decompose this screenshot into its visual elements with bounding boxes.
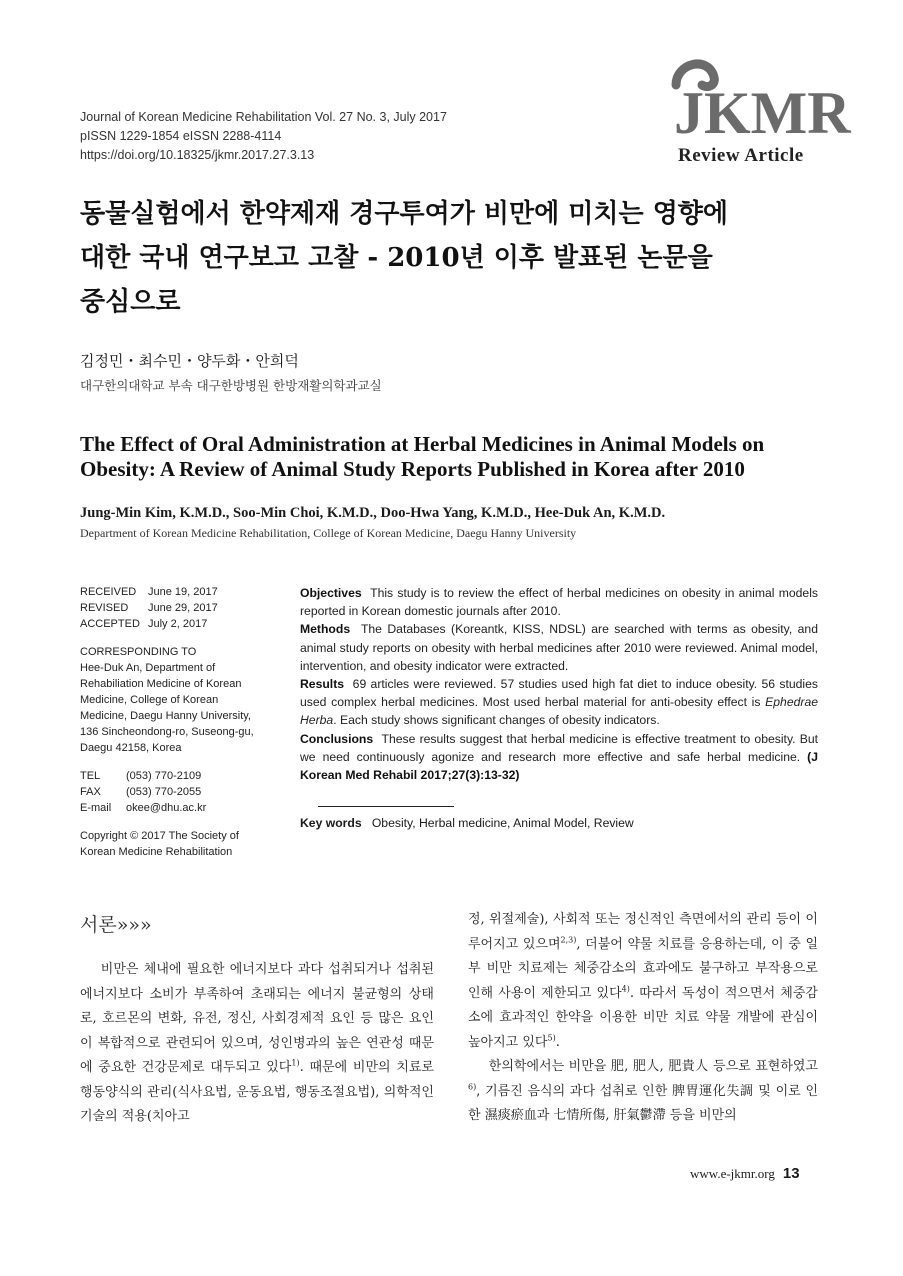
english-authors: Jung-Min Kim, K.M.D., Soo-Min Choi, K.M.D., Doo-Hwa Yang, K.M.D., Hee-Duk An, K.M.D. <box>80 505 666 521</box>
accepted-label: ACCEPTED <box>80 618 140 630</box>
abstract <box>300 584 818 784</box>
keywords <box>300 816 634 830</box>
received-date: June 19, 2017 <box>148 586 218 598</box>
copyright <box>80 828 280 860</box>
citation-ref[interactable]: 2,3) <box>560 935 577 945</box>
revised-date: June 29, 2017 <box>148 602 218 614</box>
address-line: Medicine, College of Korean <box>80 694 219 706</box>
paragraph-text: 한의학에서는 비만을 肥, 肥人, 肥貴人 등으로 표현하였고 <box>488 1059 818 1074</box>
citation-ref[interactable]: 4) <box>621 984 630 994</box>
keywords-text: Obesity, Herbal medicine, Animal Model, Review <box>371 816 634 830</box>
email-link[interactable]: okee@dhu.ac.kr <box>126 802 207 814</box>
copyright-line: Korean Medicine Rehabilitation <box>80 846 233 858</box>
tel-label: TEL <box>80 770 101 782</box>
corresponding-address <box>80 660 280 756</box>
journal-logo <box>668 55 851 175</box>
citation-ref[interactable]: 1) <box>291 1058 300 1068</box>
english-title <box>80 432 840 482</box>
abstract-objectives <box>300 584 818 620</box>
paragraph-text: 비만은 체내에 필요한 에너지보다 과다 섭취되거나 섭취된 에너지보다 소비가 부족하여 초래되는 에너지 불균형의 상태로, 호르몬의 변화, 유전, 정신, 사회경제적 요인 등 많은 요인이 복합적으로 관련되어 있으며, 성인병과의 높은 연관성 때문에 중요한 건강문제로 대두되고 있다 <box>80 962 434 1075</box>
fax-label: FAX <box>80 786 101 798</box>
address-line: Hee-Duk An, Department of <box>80 662 216 674</box>
body-column-right <box>468 908 818 1129</box>
paragraph-text: . 때문에 비만의 치료로 행동양식의 관리(식사요법, 운동요법, 행동조절요법), 의학적인 기술의 적용(치아고 <box>80 1060 434 1124</box>
abstract-methods <box>300 620 818 675</box>
tel-value: (053) 770-2109 <box>126 770 202 782</box>
conclusions-text: These results suggest that herbal medicine is effective treatment to obesity. But we need continuously agonize and research more effective and safe herbal medicine. <box>300 731 818 764</box>
keywords-label: Key words <box>300 816 362 830</box>
journal-meta <box>80 108 447 165</box>
korean-authors: 김정민・최수민・양두화・안희덕 <box>80 352 299 370</box>
korean-title <box>80 192 840 324</box>
article-type: Review Article <box>678 145 804 166</box>
address-line: Rehabiliation Medicine of Korean <box>80 678 242 690</box>
paragraph <box>468 1055 818 1129</box>
doi-link[interactable]: https://doi.org/10.18325/jkmr.2017.27.3.13 <box>80 148 315 162</box>
korean-title-line: 대한 국내 연구보고 고찰 - 2010년 이후 발표된 논문을 <box>80 243 713 273</box>
citation-ref[interactable]: 5) <box>547 1033 556 1043</box>
conclusions-label: Conclusions <box>300 731 374 746</box>
citation: (J Korean Med Rehabil 2017;27(3):13-32) <box>300 749 818 783</box>
korean-affiliation: 대구한의대학교 부속 대구한방병원 한방재활의학과교실 <box>80 378 382 393</box>
journal-line: Journal of Korean Medicine Rehabilitation Vol. 27 No. 3, July 2017 <box>80 110 447 124</box>
contact-block <box>80 768 280 816</box>
fax-value: (053) 770-2055 <box>126 786 202 798</box>
fax-row <box>80 784 280 800</box>
objectives-label: Objectives <box>300 586 362 600</box>
article-info-sidebar <box>80 584 280 860</box>
revised-row <box>80 600 280 616</box>
paragraph <box>80 958 434 1130</box>
paragraph-text: , 기름진 음식의 과다 섭취로 인한 脾胃運化失調 및 이로 인한 濕痰瘀血과 七情所傷, 肝氣鬱滯 등을 비만의 <box>468 1083 818 1123</box>
results-text: 69 articles were reviewed. 57 studies used high fat diet to induce obesity. 56 studies used complex herbal medicines. Most used herbal material for anti-obesity effect is <box>300 677 818 710</box>
logo-text: JKMR <box>674 80 851 146</box>
english-affiliation: Department of Korean Medicine Rehabilitation, College of Korean Medicine, Daegu Hanny University <box>80 526 577 540</box>
abstract-results <box>300 675 818 730</box>
jkmr-logo-icon <box>668 55 851 146</box>
korean-title-line: 중심으로 <box>80 287 181 317</box>
paragraph-text: . 따라서 독성이 적으면서 체중감소에 효과적인 한약을 이용한 비만 치료 약물 개발에 관심이 높아지고 있다 <box>468 985 818 1050</box>
results-italic: Ephedrae Herba <box>300 695 818 728</box>
objectives-text: This study is to review the effect of herbal medicines on obesity in animal models reported in Korean domestic journals after 2010. <box>300 586 818 619</box>
address-line: Medicine, Daegu Hanny University, <box>80 710 251 722</box>
address-line: 136 Sincheondong-ro, Suseong-gu, <box>80 726 254 738</box>
english-title-line: Obesity: A Review of Animal Study Reports Published in Korea after 2010 <box>80 457 745 481</box>
section-heading: 서론»»» <box>80 914 152 936</box>
corresponding-label: CORRESPONDING TO <box>80 646 197 658</box>
accepted-date: July 2, 2017 <box>148 618 208 630</box>
methods-text: The Databases (Koreantk, KISS, NDSL) are searched with terms as obesity, and animal study reports on obesity with herbal medicines after 2010 were reviewed. Animal model, intervention, and obesity indicator were extracted. <box>300 622 818 673</box>
paragraph <box>468 908 818 1055</box>
received-row <box>80 584 280 600</box>
results-label: Results <box>300 677 345 692</box>
email-row <box>80 800 280 816</box>
paragraph-text: . <box>555 1034 560 1050</box>
email-label: E-mail <box>80 802 112 814</box>
revised-label: REVISED <box>80 602 129 614</box>
english-title-line: The Effect of Oral Administration at Herbal Medicines in Animal Models on <box>80 432 765 456</box>
divider <box>318 806 454 807</box>
results-text-end: . Each study shows significant changes of obesity indicators. <box>333 713 660 728</box>
body-column-left <box>80 958 434 1130</box>
page-number: 13 <box>782 1165 800 1182</box>
korean-title-line: 동물실험에서 한약제재 경구투여가 비만에 미치는 영향에 <box>80 199 729 229</box>
accepted-row <box>80 616 280 632</box>
page-footer <box>690 1165 800 1182</box>
paragraph-text: , 더불어 약물 치료를 응용하는데, 이 중 일부 비만 치료제는 체중감소의 효과에도 불구하고 부작용으로 인해 사용이 제한되고 있다 <box>468 936 818 1001</box>
abstract-conclusions <box>300 730 818 785</box>
issn-line: pISSN 1229-1854 eISSN 2288-4114 <box>80 129 282 143</box>
paragraph-text: 정, 위절제술), 사회적 또는 정신적인 측면에서의 관리 등이 이루어지고 있으며 <box>468 912 818 952</box>
received-label: RECEIVED <box>80 586 137 598</box>
address-line: Daegu 42158, Korea <box>80 742 182 754</box>
citation-ref[interactable]: 6) <box>468 1082 477 1092</box>
copyright-line: Copyright © 2017 The Society of <box>80 830 239 842</box>
footer-url[interactable]: www.e-jkmr.org <box>690 1166 775 1181</box>
tel-row <box>80 768 280 784</box>
methods-label: Methods <box>300 622 351 637</box>
